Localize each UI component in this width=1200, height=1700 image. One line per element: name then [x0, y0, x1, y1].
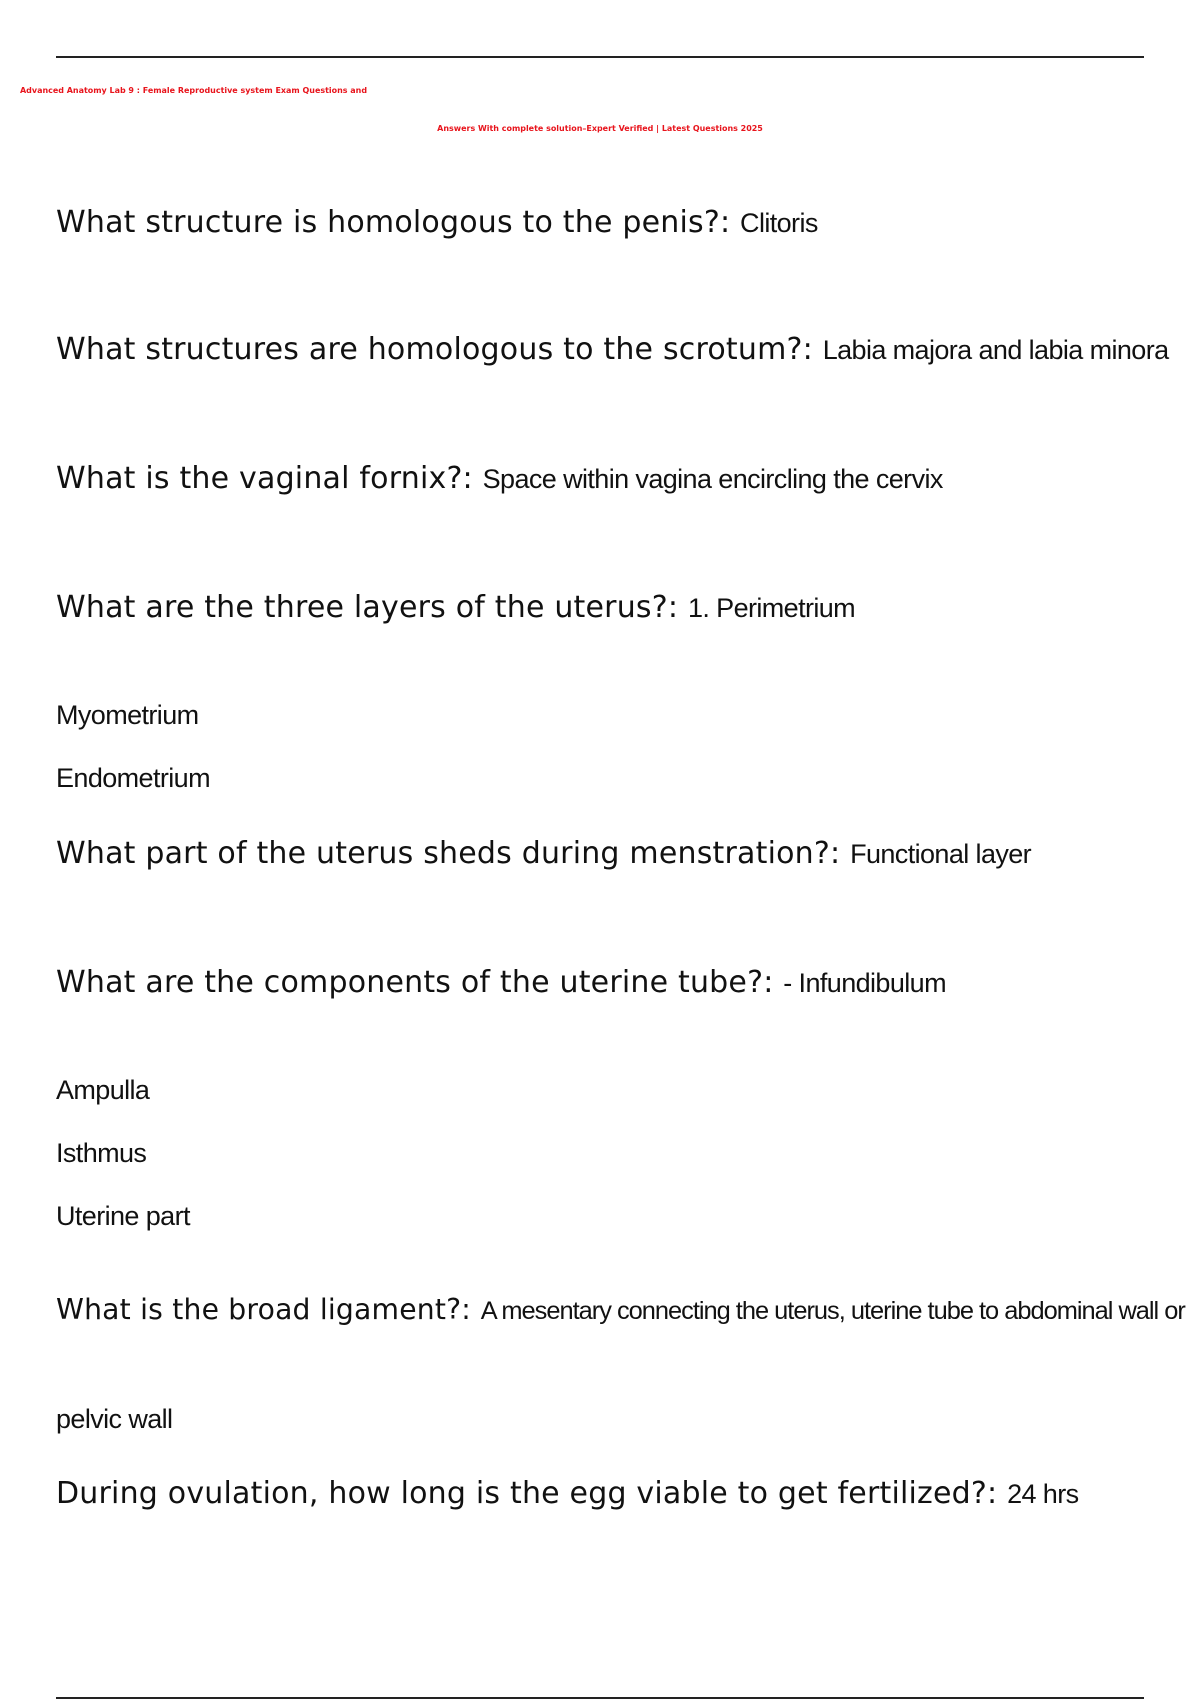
- question-1: What structure is homologous to the penis?:: [56, 205, 731, 240]
- answer-7: A mesentary connecting the uterus, uterine tube to abdominal wall or: [480, 1297, 1185, 1325]
- answer-5: Functional layer: [850, 839, 1032, 869]
- qa-item-5: [56, 836, 1031, 871]
- qa-item-3: [56, 461, 943, 496]
- answer-2: Labia majora and labia minora: [822, 335, 1169, 365]
- qa-item-2: [56, 332, 1169, 367]
- question-6: What are the components of the uterine tube?:: [56, 965, 774, 1000]
- title-line-2: Answers With complete solution–Expert Verified | Latest Questions 2025: [437, 124, 763, 133]
- answer-4-cont-2: Endometrium: [56, 763, 210, 793]
- qa-item-6: [56, 965, 946, 1000]
- answer-1: Clitoris: [740, 208, 818, 238]
- top-rule: [56, 56, 1144, 58]
- title-line-1: Advanced Anatomy Lab 9 : Female Reproductive system Exam Questions and: [20, 86, 368, 95]
- qa-item-4: [56, 590, 855, 625]
- question-5: What part of the uterus sheds during menstration?:: [56, 836, 841, 871]
- qa-item-1: [56, 205, 818, 240]
- answer-4-cont-1: Myometrium: [56, 700, 199, 730]
- bottom-rule: [56, 1697, 1144, 1699]
- qa-item-7: [56, 1292, 1185, 1327]
- answer-6-cont-3: Uterine part: [56, 1201, 190, 1231]
- question-3: What is the vaginal fornix?:: [56, 461, 473, 496]
- question-4: What are the three layers of the uterus?:: [56, 590, 679, 625]
- answer-4: 1. Perimetrium: [687, 593, 856, 623]
- question-7: What is the broad ligament?:: [56, 1293, 472, 1326]
- answer-6: - Infundibulum: [783, 968, 946, 998]
- qa-item-8: [56, 1476, 1079, 1511]
- answer-7-cont-1: pelvic wall: [56, 1404, 173, 1434]
- question-2: What structures are homologous to the scrotum?:: [56, 332, 813, 367]
- answer-8: 24 hrs: [1007, 1479, 1079, 1509]
- answer-3: Space within vagina encircling the cervix: [482, 464, 943, 494]
- page-title: [0, 72, 1200, 148]
- question-8: During ovulation, how long is the egg viable to get fertilized?:: [56, 1476, 998, 1511]
- answer-6-cont-1: Ampulla: [56, 1075, 150, 1105]
- answer-6-cont-2: Isthmus: [56, 1138, 147, 1168]
